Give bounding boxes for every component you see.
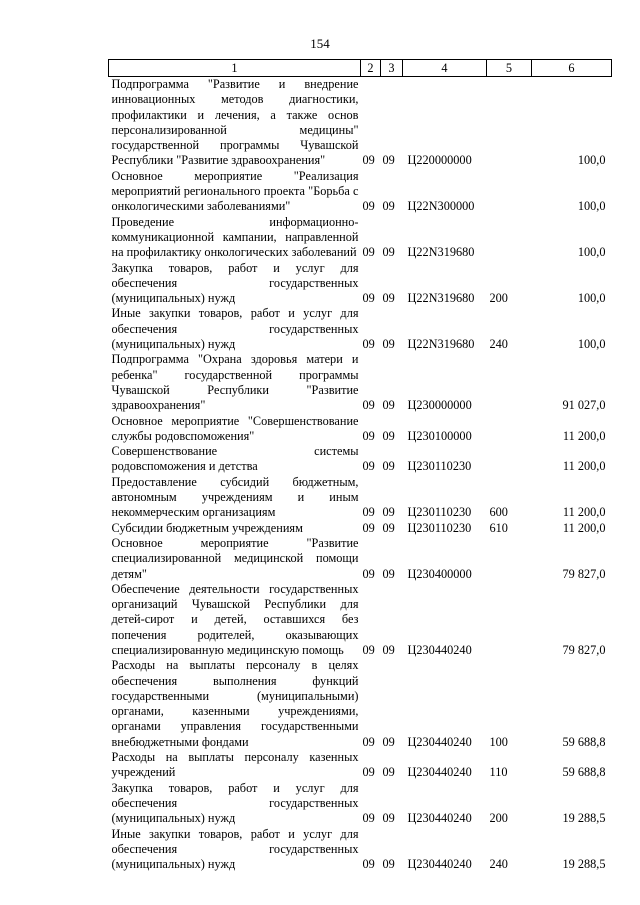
row-amount: 79 827,0 <box>562 566 606 581</box>
row-subsection-code: 09 <box>382 199 395 214</box>
row-subsection-code: 09 <box>382 428 395 443</box>
page-number: 154 <box>310 36 330 51</box>
row-expense-type: 240 <box>489 337 508 352</box>
row-amount: 11 200,0 <box>562 428 606 443</box>
row-subsection-code: 09 <box>382 153 395 168</box>
row-expense-type <box>487 444 532 475</box>
row-section-code: 09 <box>362 765 375 780</box>
row-expense-type <box>487 414 532 445</box>
row-expense-type <box>487 582 532 658</box>
table-row <box>109 750 612 781</box>
row-name: Расходы на выплаты персоналу в целях обеспечения выполнения функций государственными (муниципальными) органами, казенными учреждениями, органами управления государственными внебюджетными фондами <box>111 658 359 749</box>
row-expense-type: 200 <box>489 811 508 826</box>
row-target-article: Ц22N300000 <box>407 199 475 214</box>
row-section-code: 09 <box>362 398 375 413</box>
table-header <box>109 60 612 77</box>
row-amount: 59 688,8 <box>562 734 606 749</box>
row-subsection-code: 09 <box>382 505 395 520</box>
table-row <box>109 536 612 582</box>
budget-table <box>108 59 612 872</box>
row-section-code: 09 <box>362 857 375 872</box>
row-target-article: Ц22N319680 <box>407 291 475 306</box>
header-col-1: 1 <box>109 60 361 77</box>
header-col-2: 2 <box>361 60 381 77</box>
row-target-article: Ц230440240 <box>407 857 472 872</box>
table-row <box>109 306 612 352</box>
table-row <box>109 414 612 445</box>
row-expense-type: 110 <box>489 765 508 780</box>
row-section-code: 09 <box>362 520 375 535</box>
row-section-code: 09 <box>362 428 375 443</box>
row-amount: 59 688,8 <box>562 765 606 780</box>
row-amount: 91 027,0 <box>562 398 606 413</box>
table-row <box>109 521 612 536</box>
table-row <box>109 444 612 475</box>
row-target-article: Ц230440240 <box>407 734 472 749</box>
table-row <box>109 582 612 658</box>
row-subsection-code: 09 <box>382 765 395 780</box>
row-subsection-code: 09 <box>382 734 395 749</box>
table-row <box>109 261 612 307</box>
row-section-code: 09 <box>362 734 375 749</box>
row-name: Закупка товаров, работ и услуг для обеспечения государственных (муниципальных) нужд <box>111 260 359 306</box>
row-amount: 11 200,0 <box>562 505 606 520</box>
row-amount: 100,0 <box>577 153 606 168</box>
header-row <box>109 60 612 77</box>
row-target-article: Ц220000000 <box>407 153 472 168</box>
table-row <box>109 658 612 750</box>
row-subsection-code: 09 <box>382 857 395 872</box>
row-target-article: Ц230110230 <box>407 505 472 520</box>
row-name: Проведение информационно-коммуникационной кампании, направленной на профилактику онкологических заболеваний <box>111 214 359 260</box>
row-name: Субсидии бюджетным учреждениям <box>111 520 303 535</box>
row-subsection-code: 09 <box>382 642 395 657</box>
table-row <box>109 475 612 521</box>
row-amount: 100,0 <box>577 337 606 352</box>
row-name: Совершенствование системы родовспоможения и детства <box>111 444 359 474</box>
row-name: Предоставление субсидий бюджетным, автономным учреждениям и иным некоммерческим организациям <box>111 474 359 520</box>
row-name: Основное мероприятие "Совершенствование службы родовспоможения" <box>111 413 359 443</box>
header-col-5: 5 <box>487 60 532 77</box>
row-name: Закупка товаров, работ и услуг для обеспечения государственных (муниципальных) нужд <box>111 780 359 826</box>
row-expense-type <box>487 536 532 582</box>
row-name: Расходы на выплаты персоналу казенных учреждений <box>111 750 359 780</box>
row-amount: 79 827,0 <box>562 642 606 657</box>
row-section-code: 09 <box>362 811 375 826</box>
row-subsection-code: 09 <box>382 337 395 352</box>
row-section-code: 09 <box>362 291 375 306</box>
row-target-article: Ц230000000 <box>407 398 472 413</box>
row-expense-type: 240 <box>489 857 508 872</box>
row-section-code: 09 <box>362 245 375 260</box>
row-section-code: 09 <box>362 153 375 168</box>
table-row <box>109 827 612 873</box>
row-section-code: 09 <box>362 337 375 352</box>
row-name: Иные закупки товаров, работ и услуг для обеспечения государственных (муниципальных) нужд <box>111 306 359 352</box>
row-section-code: 09 <box>362 199 375 214</box>
row-expense-type <box>487 215 532 261</box>
row-target-article: Ц230440240 <box>407 642 472 657</box>
row-name: Основное мероприятие "Развитие специализированной медицинской помощи детям" <box>111 535 359 581</box>
row-expense-type: 600 <box>489 505 508 520</box>
row-name: Основное мероприятие "Реализация мероприятий регионального проекта "Борьба с онкологическими заболеваниями" <box>111 168 359 214</box>
table-row <box>109 781 612 827</box>
row-expense-type: 610 <box>489 520 508 535</box>
header-col-6: 6 <box>532 60 612 77</box>
row-amount: 100,0 <box>577 199 606 214</box>
row-expense-type <box>487 352 532 413</box>
table-row <box>109 77 612 169</box>
row-target-article: Ц22N319680 <box>407 245 475 260</box>
row-target-article: Ц230440240 <box>407 765 472 780</box>
row-expense-type <box>487 169 532 215</box>
row-name: Подпрограмма "Охрана здоровья матери и ребенка" государственной программы Чувашской Республики "Развитие здравоохранения" <box>111 352 359 413</box>
row-target-article: Ц230400000 <box>407 566 472 581</box>
row-amount: 11 200,0 <box>562 459 606 474</box>
row-amount: 100,0 <box>577 291 606 306</box>
row-amount: 19 288,5 <box>562 857 606 872</box>
row-target-article: Ц230100000 <box>407 428 472 443</box>
table-row <box>109 215 612 261</box>
row-target-article: Ц230440240 <box>407 811 472 826</box>
row-target-article: Ц230110230 <box>407 459 472 474</box>
table-body <box>109 77 612 873</box>
row-subsection-code: 09 <box>382 520 395 535</box>
row-amount: 19 288,5 <box>562 811 606 826</box>
row-subsection-code: 09 <box>382 245 395 260</box>
row-name: Иные закупки товаров, работ и услуг для обеспечения государственных (муниципальных) нужд <box>111 826 359 872</box>
row-name: Подпрограмма "Развитие и внедрение инновационных методов диагностики, профилактики и лечения, а также основ персонализированной медицины" государственной программы Чувашской Республики "Развитие здравоохранения" <box>111 77 359 168</box>
row-name: Обеспечение деятельности государственных организаций Чувашской Республики для детей-сирот и детей, оставшихся без попечения родителей, оказывающих специализированную медицинскую помощь <box>111 581 359 657</box>
header-col-3: 3 <box>381 60 403 77</box>
row-subsection-code: 09 <box>382 566 395 581</box>
table-row <box>109 352 612 413</box>
header-col-4: 4 <box>403 60 487 77</box>
row-section-code: 09 <box>362 505 375 520</box>
row-subsection-code: 09 <box>382 811 395 826</box>
row-amount: 11 200,0 <box>562 520 606 535</box>
row-subsection-code: 09 <box>382 291 395 306</box>
row-section-code: 09 <box>362 459 375 474</box>
row-section-code: 09 <box>362 566 375 581</box>
row-expense-type: 200 <box>489 291 508 306</box>
row-subsection-code: 09 <box>382 398 395 413</box>
row-target-article: Ц22N319680 <box>407 337 475 352</box>
row-expense-type <box>487 77 532 169</box>
row-target-article: Ц230110230 <box>407 520 472 535</box>
row-amount: 100,0 <box>577 245 606 260</box>
table-row <box>109 169 612 215</box>
row-expense-type: 100 <box>489 734 508 749</box>
row-section-code: 09 <box>362 642 375 657</box>
row-subsection-code: 09 <box>382 459 395 474</box>
